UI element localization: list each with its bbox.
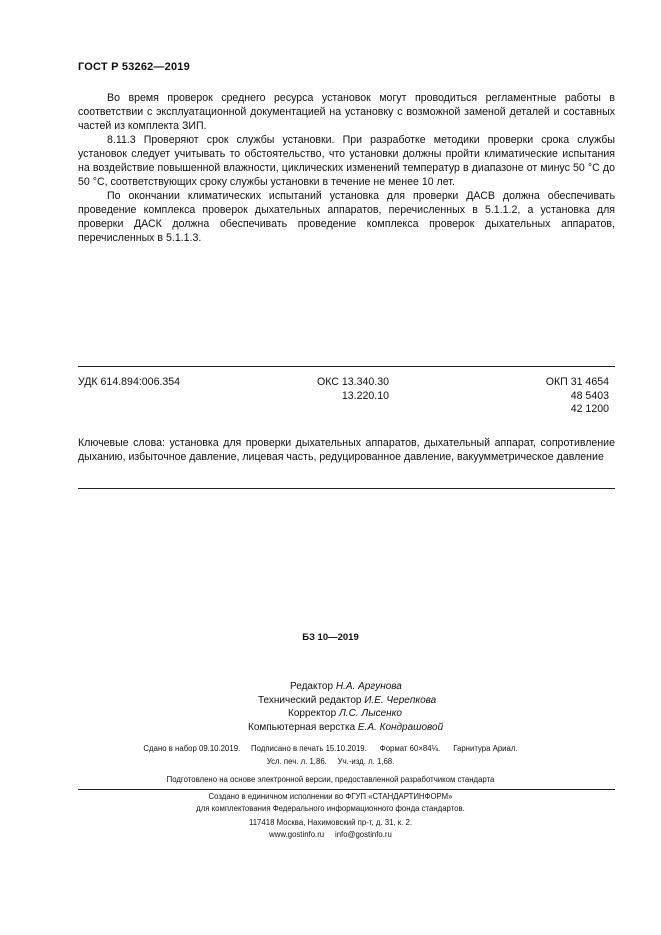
publisher-line: Создано в единичном исполнении во ФГУП «СТАНДАРТИНФОРМ» [208, 792, 453, 801]
contacts: www.gostinfo.ru info@gostinfo.ru [269, 830, 392, 839]
layout-name: Е.А. Кондрашовой [357, 721, 444, 733]
divider-top [78, 366, 615, 367]
bz-number: БЗ 10—2019 [302, 632, 359, 643]
layout-line [248, 721, 443, 735]
tech-editor-line [258, 694, 436, 708]
tech-editor-role: Технический редактор [258, 694, 362, 706]
corrector-name: Л.С. Лысенко [338, 708, 402, 719]
paragraph: 8.11.3 Проверяют срок службы установки. При разработке методики проверки срока службы установок следует учитывать то обстоятельство, что установки должны пройти климатические испытания на воздействие повышенной влажности, циклических изменений температур в диапазоне от минус 50 °С до 50 °С, соответствующих сроку службы установки в течение не менее 10 лет. [78, 134, 615, 188]
layout-role: Компьютерная верстка [248, 721, 356, 733]
address: 117418 Москва, Нахимовский пр-т, д. 31, к. 2. [248, 818, 413, 827]
divider-imprint [78, 789, 615, 790]
divider-bottom [78, 488, 615, 489]
oks-code: ОКС 13.340.30 [316, 376, 389, 388]
fund-line: для комплектования Федерального информационного фонда стандартов. [196, 804, 465, 813]
corrector-role: Корректор [288, 708, 337, 719]
editor-role: Редактор [290, 681, 334, 692]
oks-codes [313, 376, 389, 403]
print-volume: Усл. печ. л. 1,86. Уч.-изд. л. 1,68. [266, 757, 395, 766]
editor-line [290, 680, 402, 694]
okp-code: 48 5403 [570, 389, 609, 402]
okp-code: ОКП 31 4654 [545, 376, 609, 388]
classification-codes [78, 376, 615, 420]
print-details: Сдано в набор 09.10.2019. Подписано в печать 15.10.2019. Формат 60×84⅛. Гарнитура Ариал. [143, 744, 518, 753]
oks-code: 13.220.10 [341, 389, 389, 402]
prepared-note: Подготовлено на основе электронной версии, предоставленной разработчиком стандарта [166, 775, 495, 784]
okp-codes [546, 376, 609, 417]
paragraph: По окончании климатических испытаний установка для проверки ДАСВ должна обеспечивать проведение комплекса проверок дыхательных аппаратов, перечисленных в 5.1.1.2, а установка для проверки ДАСК должна обеспечивать проведение комплекса проверок дыхательных аппаратов, перечисленных в 5.1.1.3. [78, 190, 615, 244]
keywords: Ключевые слова: установка для проверки дыхательных аппаратов, дыхательный аппарат, сопротивление дыханию, избыточное давление, лицевая часть, редуцированное давление, вакуумметрическое давление [78, 437, 615, 463]
body-text [78, 91, 615, 245]
udk-code: УДК 614.894:006.354 [78, 376, 181, 388]
tech-editor-name: И.Е. Черепкова [364, 694, 437, 706]
corrector-line [288, 707, 402, 721]
standard-number: ГОСТ Р 53262—2019 [78, 61, 190, 73]
paragraph: Во время проверок среднего ресурса установок могут проводиться регламентные работы в соответствии с эксплуатационной документацией на установку с возможной заменой деталей и составных частей из комплекта ЗИП. [78, 92, 615, 132]
okp-code: 42 1200 [570, 403, 609, 415]
editor-name: Н.А. Аргунова [335, 681, 402, 692]
